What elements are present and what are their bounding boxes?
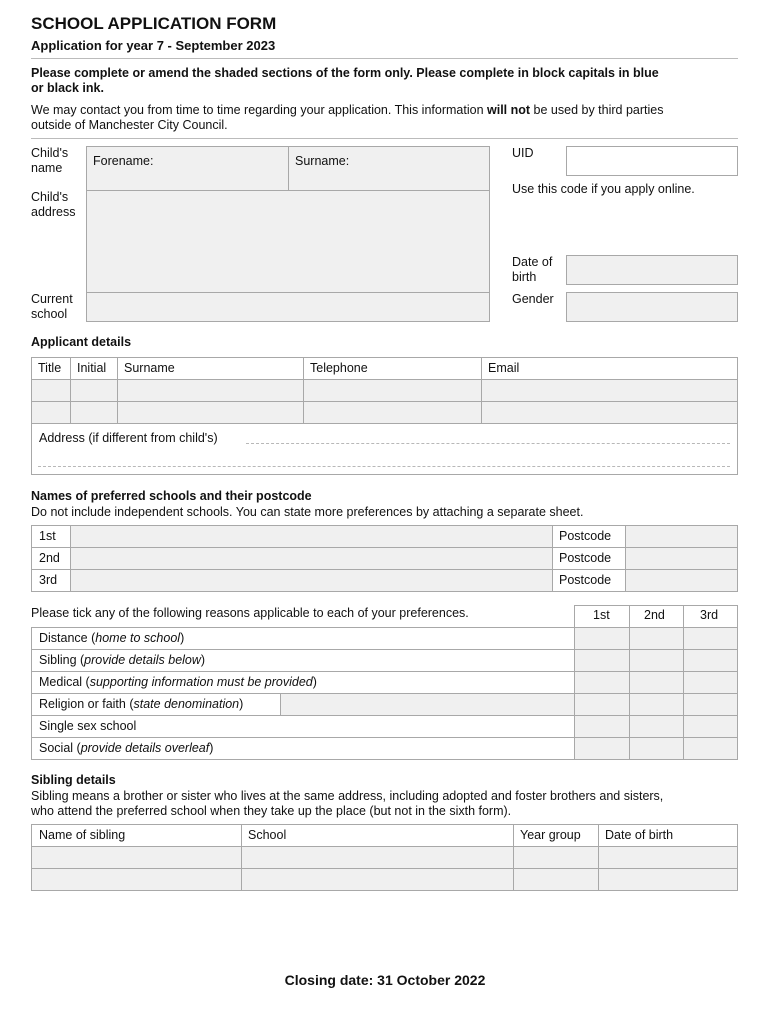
reasons-col-1st [574,605,630,628]
reason-tick-3[interactable] [683,671,738,694]
contact-notice-bold: will not [487,103,531,117]
reason-label [39,631,184,645]
reason-tick-3[interactable] [683,737,738,760]
reason-label-end: ) [200,653,206,667]
sibling-col-label: Name of sibling [39,828,126,842]
reason-tick-2[interactable] [629,715,684,738]
current-school-label-1: Current [31,292,73,306]
school-rank-label: 1st [39,529,56,543]
reason-label-main: Social ( [39,741,81,755]
reason-label-end: ) [239,697,244,711]
contact-notice-post: be used by third parties [530,103,664,117]
reasons-col-3rd [683,605,738,628]
contact-notice-pre: We may contact you from time to time regarding your application. This information [31,103,487,117]
applicant-title-field-2[interactable] [31,401,71,424]
reason-label-main: Religion or faith ( [39,697,134,711]
school-postcode-field-1[interactable] [625,525,738,548]
school-rank [31,547,71,570]
reason-label-note: provide details below [84,653,201,667]
contact-notice-line-2: outside of Manchester City Council. [31,118,228,132]
gender-label: Gender [512,292,554,306]
applicant-initial-field-2[interactable] [70,401,118,424]
divider [31,138,738,139]
sibling-col-label: Date of birth [605,828,674,842]
reasons-col-label: 3rd [700,608,719,622]
surname-field[interactable] [288,146,490,191]
sibling-description-1: Sibling means a brother or sister who lives at the same address, including adopted and foster brothers and sisters, [31,789,664,803]
reason-row [31,671,575,694]
forename-label: Forename: [93,154,154,168]
reason-label-note: supporting information must be provided [89,675,313,689]
sibling-col-school [241,824,514,847]
reasons-intro: Please tick any of the following reasons applicable to each of your preferences. [31,606,469,620]
applicant-email-field[interactable] [481,379,738,402]
reason-tick-2[interactable] [629,627,684,650]
reason-tick-1[interactable] [574,671,630,694]
school-name-field-2[interactable] [70,547,553,570]
sibling-name-field-2[interactable] [31,868,242,891]
sibling-dob-field-2[interactable] [598,868,738,891]
schools-note: Do not include independent schools. You can state more preferences by attaching a separate sheet. [31,505,584,519]
reason-tick-1[interactable] [574,649,630,672]
child-name-label-1: Child's [31,146,69,160]
reason-label [39,719,136,733]
sibling-col-label: School [248,828,287,842]
postcode-label: Postcode [559,551,612,565]
child-address-label-1: Child's [31,190,69,204]
reason-tick-3[interactable] [683,649,738,672]
reason-tick-3[interactable] [683,715,738,738]
reason-row [31,715,575,738]
sibling-heading: Sibling details [31,773,116,787]
reason-tick-3[interactable] [683,627,738,650]
school-rank-label: 3rd [39,573,58,587]
reason-label-main: Distance ( [39,631,96,645]
reason-label-end: ) [312,675,317,689]
postcode-label: Postcode [559,529,612,543]
school-rank-label: 2nd [39,551,60,565]
applicant-email-field-2[interactable] [481,401,738,424]
applicant-address-label: Address (if different from child's) [39,431,218,445]
sibling-name-field-1[interactable] [31,846,242,869]
child-address-field[interactable] [86,190,490,293]
applicant-surname-field-2[interactable] [117,401,304,424]
reason-row [31,649,575,672]
reasons-col-label: 2nd [644,608,665,622]
child-address-label-2: address [31,205,76,219]
school-name-field-1[interactable] [70,525,553,548]
reason-row [31,737,575,760]
reason-tick-1[interactable] [574,715,630,738]
address-line [246,443,730,444]
reason-label-main: Single sex school [39,719,137,733]
contact-notice [31,103,663,117]
applicant-col-email [481,357,738,380]
applicant-col-telephone [303,357,482,380]
applicant-heading: Applicant details [31,335,132,349]
gender-field[interactable] [566,292,738,322]
reason-tick-1[interactable] [574,693,630,716]
page-subtitle: Application for year 7 - September 2023 [31,38,276,53]
sibling-description-2: who attend the preferred school when they take up the place (but not in the sixth form). [31,804,512,818]
school-name-field-3[interactable] [70,569,553,592]
forename-field[interactable] [86,146,289,191]
reason-tick-1[interactable] [574,627,630,650]
reason-tick-1[interactable] [574,737,630,760]
reason-row [31,627,575,650]
sibling-col-label: Year group [520,828,581,842]
postcode-label: Postcode [559,573,612,587]
applicant-address-field[interactable] [31,423,738,475]
reason-label-end: ) [209,741,214,755]
uid-label: UID [512,146,534,160]
address-line [38,466,730,467]
child-name-label-2: name [31,161,63,175]
school-postcode-field-3[interactable] [625,569,738,592]
applicant-initial-field[interactable] [70,379,118,402]
dob-label-2: birth [512,270,537,284]
current-school-field[interactable] [86,292,490,322]
page-title: SCHOOL APPLICATION FORM [31,14,277,33]
applicant-col-surname [117,357,304,380]
postcode-label-cell [552,547,626,570]
reason-label-note: state denomination [133,697,240,711]
applicant-col-initial-label: Initial [77,361,107,375]
sibling-col-year [513,824,599,847]
reason-label [39,653,205,667]
sibling-dob-field-1[interactable] [598,846,738,869]
school-rank [31,525,71,548]
instruction-line-2: or black ink. [31,81,104,95]
applicant-col-telephone-label: Telephone [310,361,368,375]
sibling-school-field-1[interactable] [241,846,514,869]
applicant-surname-field[interactable] [117,379,304,402]
uid-field[interactable] [566,146,738,176]
current-school-label-2: school [31,307,68,321]
schools-heading: Names of preferred schools and their postcode [31,489,312,503]
sibling-col-dob [598,824,738,847]
reason-label [39,675,317,689]
applicant-col-surname-label: Surname [124,361,175,375]
applicant-col-initial [70,357,118,380]
applicant-col-title [31,357,71,380]
postcode-label-cell [552,525,626,548]
closing-date: Closing date: 31 October 2022 [284,972,486,988]
applicant-title-field[interactable] [31,379,71,402]
sibling-year-field-2[interactable] [513,868,599,891]
reason-tick-2[interactable] [629,693,684,716]
dob-label-1: Date of [512,255,553,269]
school-rank [31,569,71,592]
reason-label-note: provide details overleaf [80,741,210,755]
reason-label [39,697,243,711]
reason-tick-3[interactable] [683,693,738,716]
applicant-col-email-label: Email [488,361,520,375]
reasons-col-label: 1st [593,608,610,622]
reason-tick-2[interactable] [629,649,684,672]
denomination-field[interactable] [280,693,575,716]
instruction-line-1: Please complete or amend the shaded sections of the form only. Please complete in block capitals in blue [31,66,659,80]
reason-label-main: Sibling ( [39,653,85,667]
applicant-col-title-label: Title [38,361,62,375]
divider [31,58,738,59]
postcode-label-cell [552,569,626,592]
reason-label-end: ) [180,631,185,645]
reason-label-main: Medical ( [39,675,90,689]
dob-field[interactable] [566,255,738,285]
applicant-telephone-field[interactable] [303,379,482,402]
sibling-year-field-1[interactable] [513,846,599,869]
uid-note: Use this code if you apply online. [512,182,695,196]
sibling-school-field-2[interactable] [241,868,514,891]
school-postcode-field-2[interactable] [625,547,738,570]
surname-label: Surname: [295,154,350,168]
reason-label [39,741,213,755]
reasons-col-2nd [629,605,684,628]
sibling-col-name [31,824,242,847]
reason-tick-2[interactable] [629,737,684,760]
reason-tick-2[interactable] [629,671,684,694]
reason-label-note: home to school [95,631,181,645]
applicant-telephone-field-2[interactable] [303,401,482,424]
